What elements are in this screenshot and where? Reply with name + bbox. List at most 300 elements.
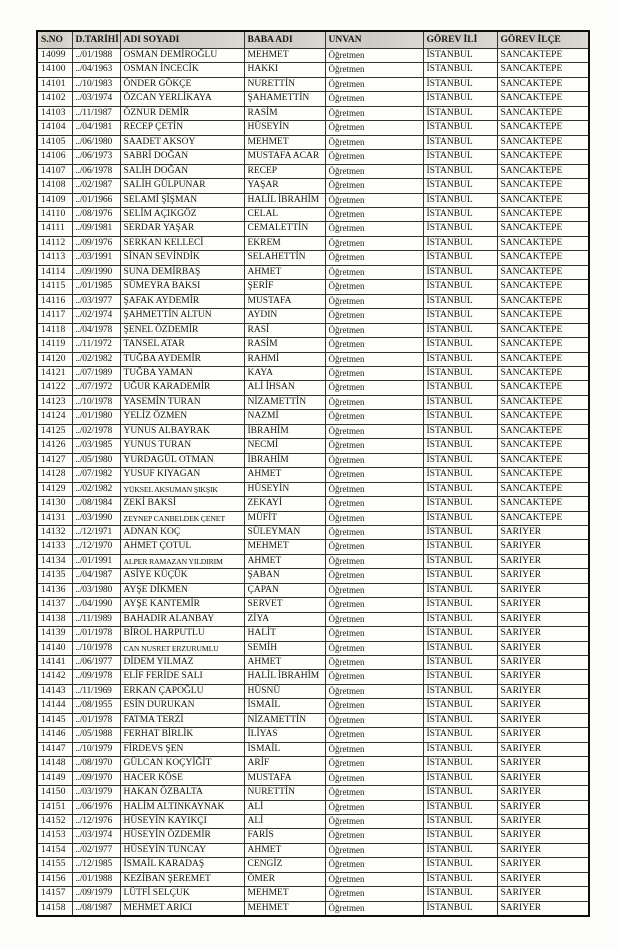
table-cell: ../08/1984 xyxy=(72,497,120,511)
table-cell: Öğretmen xyxy=(325,453,423,467)
table-cell: SARIYER xyxy=(497,872,589,886)
table-cell: SELAMİ ŞİŞMAN xyxy=(120,193,244,207)
table-cell: Öğretmen xyxy=(325,757,423,771)
table-cell: İSTANBUL xyxy=(423,497,497,511)
table-cell: SANCAKTEPE xyxy=(497,121,589,135)
table-cell: 14131 xyxy=(37,511,72,525)
table-cell: SERKAN KELLECİ xyxy=(120,236,244,250)
table-cell: ../04/1963 xyxy=(72,63,120,77)
table-cell: İSTANBUL xyxy=(423,294,497,308)
table-cell: Öğretmen xyxy=(325,280,423,294)
table-cell: CENGİZ xyxy=(244,858,325,872)
table-cell: Öğretmen xyxy=(325,511,423,525)
table-cell: RASİM xyxy=(244,338,325,352)
table-cell: İSTANBUL xyxy=(423,858,497,872)
table-cell: ../02/1987 xyxy=(72,179,120,193)
table-cell: SANCAKTEPE xyxy=(497,49,589,63)
table-cell: 14113 xyxy=(37,251,72,265)
table-row xyxy=(37,497,589,511)
table-cell: Öğretmen xyxy=(325,728,423,742)
table-cell: ../08/1987 xyxy=(72,901,120,916)
table-cell: İSTANBUL xyxy=(423,323,497,337)
table-cell: ../03/1974 xyxy=(72,92,120,106)
table-cell: FATMA TERZİ xyxy=(120,713,244,727)
table-cell: İSMAİL KARADAŞ xyxy=(120,858,244,872)
table-cell: Öğretmen xyxy=(325,309,423,323)
table-cell: Öğretmen xyxy=(325,699,423,713)
table-cell: HALİM ALTINKAYNAK xyxy=(120,800,244,814)
table-row xyxy=(37,713,589,727)
table-cell: İSTANBUL xyxy=(423,150,497,164)
table-cell: İSTANBUL xyxy=(423,843,497,857)
table-row xyxy=(37,872,589,886)
table-cell: 14137 xyxy=(37,598,72,612)
table-row xyxy=(37,786,589,800)
table-cell: AHMET xyxy=(244,468,325,482)
table-cell: NAZMİ xyxy=(244,410,325,424)
table-cell: AYDIN xyxy=(244,309,325,323)
table-cell: 14129 xyxy=(37,482,72,496)
table-cell: İSTANBUL xyxy=(423,815,497,829)
table-cell: FERHAT BİRLİK xyxy=(120,728,244,742)
table-cell: İSTANBUL xyxy=(423,179,497,193)
table-cell: SANCAKTEPE xyxy=(497,251,589,265)
table-cell: YURDAGÜL OTMAN xyxy=(120,453,244,467)
table-cell: AYŞE KANTEMİR xyxy=(120,598,244,612)
table-cell: Öğretmen xyxy=(325,713,423,727)
table-cell: ../11/1969 xyxy=(72,684,120,698)
table-cell: ŞAHAMETTİN xyxy=(244,92,325,106)
table-cell: İSTANBUL xyxy=(423,598,497,612)
table-cell: SARIYER xyxy=(497,786,589,800)
table-cell: SANCAKTEPE xyxy=(497,323,589,337)
table-cell: ../02/1977 xyxy=(72,843,120,857)
table-row xyxy=(37,453,589,467)
table-cell: İSTANBUL xyxy=(423,77,497,91)
table-cell: SARIYER xyxy=(497,569,589,583)
table-cell: Öğretmen xyxy=(325,525,423,539)
table-cell: ../03/1991 xyxy=(72,251,120,265)
table-cell: RASİM xyxy=(244,106,325,120)
table-cell: SARIYER xyxy=(497,540,589,554)
table-cell: İSTANBUL xyxy=(423,236,497,250)
table-cell: HÜSEYİN ÖZDEMİR xyxy=(120,829,244,843)
table-cell: Öğretmen xyxy=(325,872,423,886)
table-cell: İSTANBUL xyxy=(423,121,497,135)
table-cell: İSTANBUL xyxy=(423,338,497,352)
table-cell: 14154 xyxy=(37,843,72,857)
table-cell: Öğretmen xyxy=(325,786,423,800)
table-row xyxy=(37,641,589,655)
table-cell: ../04/1981 xyxy=(72,121,120,135)
table-cell: SARIYER xyxy=(497,815,589,829)
table-cell: Öğretmen xyxy=(325,424,423,438)
table-cell: 14145 xyxy=(37,713,72,727)
table-cell: İSTANBUL xyxy=(423,309,497,323)
table-cell: HALİL İBRAHİM xyxy=(244,670,325,684)
table-cell: İSTANBUL xyxy=(423,757,497,771)
table-cell: HAKAN ÖZBALTA xyxy=(120,786,244,800)
table-cell: İSTANBUL xyxy=(423,713,497,727)
table-cell: BİROL HARPUTLU xyxy=(120,627,244,641)
table-row xyxy=(37,193,589,207)
table-cell: Öğretmen xyxy=(325,135,423,149)
table-cell: RECEP xyxy=(244,164,325,178)
table-row xyxy=(37,164,589,178)
table-cell: ŞAFAK AYDEMİR xyxy=(120,294,244,308)
table-cell: ../06/1973 xyxy=(72,150,120,164)
table-cell: DİDEM YILMAZ xyxy=(120,656,244,670)
table-cell: Öğretmen xyxy=(325,150,423,164)
table-cell: ../01/1988 xyxy=(72,872,120,886)
table-row xyxy=(37,583,589,597)
table-cell: İSTANBUL xyxy=(423,569,497,583)
table-cell: 14108 xyxy=(37,179,72,193)
table-cell: ZEKAYİ xyxy=(244,497,325,511)
table-cell: NİZAMETTİN xyxy=(244,713,325,727)
table-cell: SANCAKTEPE xyxy=(497,482,589,496)
table-cell: İSTANBUL xyxy=(423,699,497,713)
table-cell: SANCAKTEPE xyxy=(497,294,589,308)
table-cell: FİRDEVS ŞEN xyxy=(120,742,244,756)
table-cell: Öğretmen xyxy=(325,164,423,178)
table-cell: ../10/1983 xyxy=(72,77,120,91)
table-row xyxy=(37,439,589,453)
table-cell: Öğretmen xyxy=(325,395,423,409)
table-cell: İSTANBUL xyxy=(423,540,497,554)
table-cell: ../09/1990 xyxy=(72,265,120,279)
table-cell: Öğretmen xyxy=(325,583,423,597)
table-cell: AYŞE DİKMEN xyxy=(120,583,244,597)
table-cell: YUNUS TURAN xyxy=(120,439,244,453)
table-cell: Öğretmen xyxy=(325,338,423,352)
table-cell: ../06/1977 xyxy=(72,656,120,670)
table-row xyxy=(37,121,589,135)
table-row xyxy=(37,858,589,872)
table-row xyxy=(37,236,589,250)
table-cell: NURETTİN xyxy=(244,786,325,800)
table-cell: ../01/1978 xyxy=(72,627,120,641)
table-cell: İSTANBUL xyxy=(423,641,497,655)
table-row xyxy=(37,612,589,626)
table-row xyxy=(37,323,589,337)
table-cell: SUNA DEMİRBAŞ xyxy=(120,265,244,279)
table-cell: İSTANBUL xyxy=(423,381,497,395)
table-cell: SANCAKTEPE xyxy=(497,179,589,193)
table-cell: ../05/1988 xyxy=(72,728,120,742)
table-cell: 14111 xyxy=(37,222,72,236)
table-cell: SALİH GÜLPUNAR xyxy=(120,179,244,193)
table-cell: SANCAKTEPE xyxy=(497,497,589,511)
table-cell: ÖZNUR DEMİR xyxy=(120,106,244,120)
table-cell: ZEKİ BAKSİ xyxy=(120,497,244,511)
table-row xyxy=(37,179,589,193)
table-cell: İSTANBUL xyxy=(423,525,497,539)
table-row xyxy=(37,627,589,641)
table-cell: ZEYNEP CANBELDEK ÇENET xyxy=(120,511,244,525)
table-cell: SANCAKTEPE xyxy=(497,338,589,352)
table-cell: İSTANBUL xyxy=(423,786,497,800)
table-cell: ARİF xyxy=(244,757,325,771)
table-cell: SANCAKTEPE xyxy=(497,236,589,250)
table-cell: ../07/1989 xyxy=(72,366,120,380)
table-cell: SAADET AKSOY xyxy=(120,135,244,149)
table-cell: YAŞAR xyxy=(244,179,325,193)
table-cell: SANCAKTEPE xyxy=(497,106,589,120)
table-cell: ../03/1974 xyxy=(72,829,120,843)
table-cell: SARIYER xyxy=(497,670,589,684)
table-cell: ESİN DURUKAN xyxy=(120,699,244,713)
table-cell: 14127 xyxy=(37,453,72,467)
table-row xyxy=(37,381,589,395)
table-cell: SANCAKTEPE xyxy=(497,453,589,467)
table-cell: Öğretmen xyxy=(325,684,423,698)
table-cell: Öğretmen xyxy=(325,901,423,916)
table-row xyxy=(37,598,589,612)
table-cell: SANCAKTEPE xyxy=(497,164,589,178)
table-cell: 14115 xyxy=(37,280,72,294)
table-cell: CEMALETTİN xyxy=(244,222,325,236)
table-cell: 14128 xyxy=(37,468,72,482)
table-cell: MUSTAFA ACAR xyxy=(244,150,325,164)
table-cell: ALPER RAMAZAN YILDIRIM xyxy=(120,554,244,568)
table-cell: 14123 xyxy=(37,395,72,409)
table-cell: Öğretmen xyxy=(325,49,423,63)
table-cell: SİNAN SEVİNDİK xyxy=(120,251,244,265)
table-cell: Öğretmen xyxy=(325,92,423,106)
table-row xyxy=(37,366,589,380)
table-cell: İSTANBUL xyxy=(423,280,497,294)
table-cell: Öğretmen xyxy=(325,887,423,901)
table-cell: TANSEL ATAR xyxy=(120,338,244,352)
table-row xyxy=(37,757,589,771)
table-cell: İSTANBUL xyxy=(423,728,497,742)
table-cell: 14114 xyxy=(37,265,72,279)
table-cell: İSTANBUL xyxy=(423,511,497,525)
table-cell: Öğretmen xyxy=(325,540,423,554)
table-cell: Öğretmen xyxy=(325,222,423,236)
table-cell: 14134 xyxy=(37,554,72,568)
table-cell: 14152 xyxy=(37,815,72,829)
table-cell: HÜSEYİN xyxy=(244,121,325,135)
table-cell: Öğretmen xyxy=(325,554,423,568)
table-cell: Öğretmen xyxy=(325,381,423,395)
table-cell: Öğretmen xyxy=(325,179,423,193)
table-cell: Öğretmen xyxy=(325,106,423,120)
table-row xyxy=(37,49,589,63)
table-cell: SARIYER xyxy=(497,771,589,785)
table-cell: SARIYER xyxy=(497,757,589,771)
table-row xyxy=(37,829,589,843)
table-row xyxy=(37,338,589,352)
table-cell: İSTANBUL xyxy=(423,453,497,467)
table-cell: CAN NUSRET ERZURUMLU xyxy=(120,641,244,655)
table-cell: İLİYAS xyxy=(244,728,325,742)
table-cell: SANCAKTEPE xyxy=(497,222,589,236)
table-cell: ALİ xyxy=(244,815,325,829)
table-cell: SANCAKTEPE xyxy=(497,309,589,323)
personnel-table xyxy=(36,30,590,917)
table-cell: SANCAKTEPE xyxy=(497,63,589,77)
table-cell: EKREM xyxy=(244,236,325,250)
table-cell: ../01/1966 xyxy=(72,193,120,207)
table-cell: Öğretmen xyxy=(325,439,423,453)
table-cell: İSTANBUL xyxy=(423,800,497,814)
table-cell: SARIYER xyxy=(497,713,589,727)
column-header-gorev-ili: GÖREV İLİ xyxy=(423,31,497,49)
table-cell: İSTANBUL xyxy=(423,251,497,265)
table-cell: ../03/1977 xyxy=(72,294,120,308)
table-cell: SARIYER xyxy=(497,800,589,814)
table-cell: YASEMİN TURAN xyxy=(120,395,244,409)
table-cell: Öğretmen xyxy=(325,77,423,91)
table-cell: AHMET xyxy=(244,843,325,857)
table-cell: İSTANBUL xyxy=(423,901,497,916)
table-cell: AHMET xyxy=(244,265,325,279)
table-cell: ../12/1985 xyxy=(72,858,120,872)
table-cell: SANCAKTEPE xyxy=(497,511,589,525)
table-cell: İSTANBUL xyxy=(423,872,497,886)
table-cell: İSTANBUL xyxy=(423,439,497,453)
table-cell: CELAL xyxy=(244,207,325,221)
column-header-sno: S.NO xyxy=(37,31,72,49)
table-cell: 14116 xyxy=(37,294,72,308)
table-cell: SANCAKTEPE xyxy=(497,265,589,279)
table-row xyxy=(37,265,589,279)
table-cell: 14105 xyxy=(37,135,72,149)
table-cell: ../07/1982 xyxy=(72,468,120,482)
table-cell: YUNUS ALBAYRAK xyxy=(120,424,244,438)
table-cell: 14104 xyxy=(37,121,72,135)
table-cell: İSTANBUL xyxy=(423,135,497,149)
table-cell: AHMET xyxy=(244,656,325,670)
table-cell: HÜSEYİN xyxy=(244,482,325,496)
table-cell: 14155 xyxy=(37,858,72,872)
table-cell: İSTANBUL xyxy=(423,207,497,221)
table-cell: 14130 xyxy=(37,497,72,511)
table-cell: Öğretmen xyxy=(325,121,423,135)
table-cell: ../11/1972 xyxy=(72,338,120,352)
table-cell: MEHMET xyxy=(244,135,325,149)
table-cell: ../06/1978 xyxy=(72,164,120,178)
table-cell: 14124 xyxy=(37,410,72,424)
table-cell: İSTANBUL xyxy=(423,49,497,63)
table-cell: Öğretmen xyxy=(325,193,423,207)
table-cell: ÖNDER GÖKÇE xyxy=(120,77,244,91)
table-cell: 14133 xyxy=(37,540,72,554)
table-cell: İSTANBUL xyxy=(423,410,497,424)
table-cell: SANCAKTEPE xyxy=(497,410,589,424)
table-cell: Öğretmen xyxy=(325,800,423,814)
table-cell: HAKKI xyxy=(244,63,325,77)
table-cell: SANCAKTEPE xyxy=(497,468,589,482)
table-cell: ../09/1976 xyxy=(72,236,120,250)
table-cell: ../08/1970 xyxy=(72,757,120,771)
table-cell: SANCAKTEPE xyxy=(497,395,589,409)
table-cell: Öğretmen xyxy=(325,569,423,583)
table-cell: 14150 xyxy=(37,786,72,800)
table-row xyxy=(37,771,589,785)
table-cell: SARIYER xyxy=(497,641,589,655)
table-cell: RASİ xyxy=(244,323,325,337)
table-cell: 14132 xyxy=(37,525,72,539)
table-cell: Öğretmen xyxy=(325,251,423,265)
table-cell: 14118 xyxy=(37,323,72,337)
table-cell: ../11/1987 xyxy=(72,106,120,120)
table-cell: SARIYER xyxy=(497,742,589,756)
table-row xyxy=(37,77,589,91)
table-cell: 14139 xyxy=(37,627,72,641)
table-cell: OSMAN DEMİROĞLU xyxy=(120,49,244,63)
table-cell: SARIYER xyxy=(497,887,589,901)
table-cell: SANCAKTEPE xyxy=(497,92,589,106)
table-row xyxy=(37,728,589,742)
table-row xyxy=(37,135,589,149)
table-cell: Öğretmen xyxy=(325,771,423,785)
table-row xyxy=(37,684,589,698)
table-row xyxy=(37,901,589,916)
table-cell: ../02/1978 xyxy=(72,424,120,438)
table-cell: Öğretmen xyxy=(325,236,423,250)
table-cell: AHMET xyxy=(244,554,325,568)
table-cell: SANCAKTEPE xyxy=(497,135,589,149)
table-cell: FARİS xyxy=(244,829,325,843)
table-cell: ../10/1978 xyxy=(72,395,120,409)
table-cell: ../02/1974 xyxy=(72,309,120,323)
table-cell: AHMET ÇOTUL xyxy=(120,540,244,554)
table-cell: GÜLCAN KOÇYİĞİT xyxy=(120,757,244,771)
table-row xyxy=(37,569,589,583)
table-cell: SANCAKTEPE xyxy=(497,150,589,164)
table-row xyxy=(37,800,589,814)
table-cell: İSTANBUL xyxy=(423,554,497,568)
column-header-gorev-ilce: GÖREV İLÇE xyxy=(497,31,589,49)
table-cell: Öğretmen xyxy=(325,843,423,857)
table-cell: ../01/1988 xyxy=(72,49,120,63)
table-cell: ../05/1980 xyxy=(72,453,120,467)
table-cell: 14122 xyxy=(37,381,72,395)
table-cell: YÜKSEL AKSUMAN ŞIKŞIK xyxy=(120,482,244,496)
table-cell: ../06/1980 xyxy=(72,135,120,149)
table-cell: İSTANBUL xyxy=(423,92,497,106)
table-cell: İBRAHİM xyxy=(244,453,325,467)
table-cell: ../01/1978 xyxy=(72,713,120,727)
table-cell: Öğretmen xyxy=(325,497,423,511)
table-cell: ÖMER xyxy=(244,872,325,886)
table-cell: Öğretmen xyxy=(325,656,423,670)
table-cell: Öğretmen xyxy=(325,742,423,756)
table-cell: 14119 xyxy=(37,338,72,352)
table-cell: 14144 xyxy=(37,699,72,713)
table-cell: Öğretmen xyxy=(325,641,423,655)
table-cell: SANCAKTEPE xyxy=(497,352,589,366)
table-cell: İSTANBUL xyxy=(423,106,497,120)
table-cell: ../06/1976 xyxy=(72,800,120,814)
table-cell: İSTANBUL xyxy=(423,352,497,366)
table-cell: Öğretmen xyxy=(325,482,423,496)
table-cell: 14146 xyxy=(37,728,72,742)
table-row xyxy=(37,280,589,294)
table-cell: ŞERİF xyxy=(244,280,325,294)
table-cell: HÜSEYİN TUNCAY xyxy=(120,843,244,857)
table-cell: ŞAHMETTİN ALTUN xyxy=(120,309,244,323)
table-cell: MEHMET ARICI xyxy=(120,901,244,916)
table-cell: MEHMET xyxy=(244,887,325,901)
table-cell: İSTANBUL xyxy=(423,829,497,843)
table-cell: 14110 xyxy=(37,207,72,221)
table-cell: ../02/1982 xyxy=(72,482,120,496)
table-row xyxy=(37,699,589,713)
